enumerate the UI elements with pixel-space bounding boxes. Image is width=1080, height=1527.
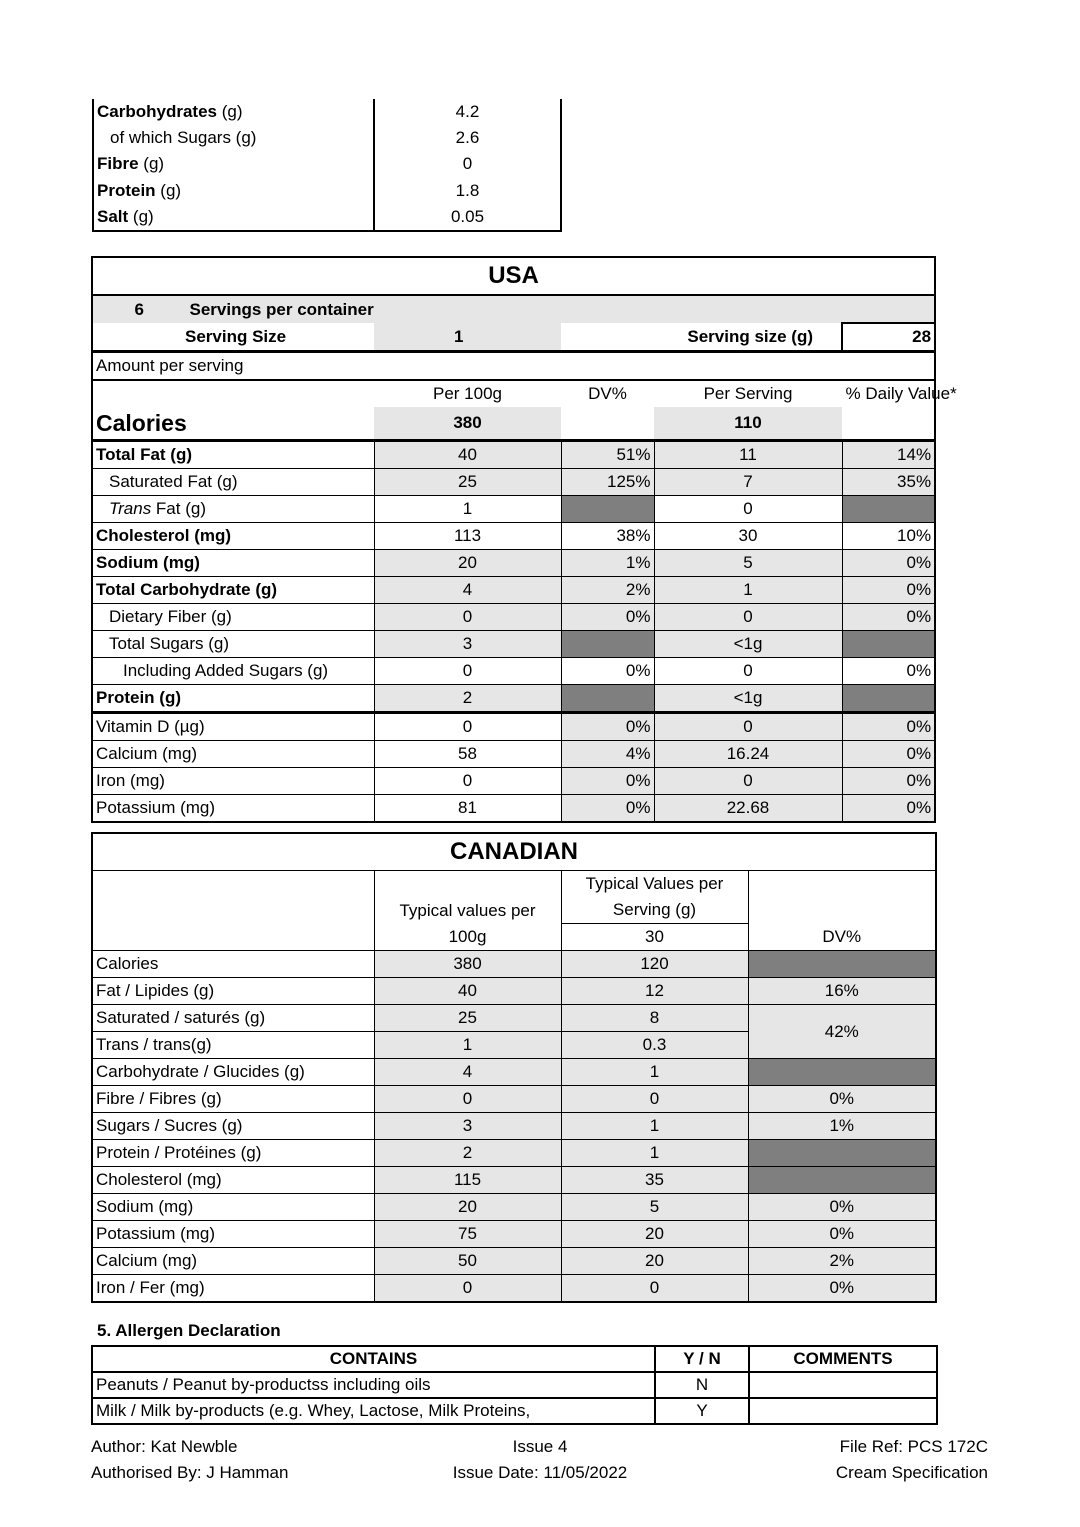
- usa-daily-value: [842, 685, 935, 713]
- top-table-label-bold: Carbohydrates: [97, 102, 217, 122]
- allergen-section-title: 5. Allergen Declaration: [97, 1321, 281, 1340]
- can-nutrient-label: Sugars / Sucres (g): [92, 1113, 374, 1140]
- can-nutrient-row: [92, 1275, 936, 1303]
- usa-per100: 1: [374, 496, 561, 523]
- usa-label-text: Total Fat (g): [96, 445, 192, 464]
- top-table-label-bold: Fibre: [97, 154, 139, 174]
- allergen-comment: [749, 1398, 937, 1424]
- top-table-label-rest: (g): [128, 206, 154, 226]
- usa-per100: 2: [374, 685, 561, 713]
- allergen-item: Peanuts / Peanut by-productss including oils: [92, 1372, 655, 1398]
- usa-nutrient-row: [92, 604, 935, 631]
- footer-spec: Cream Specification: [835, 1463, 988, 1482]
- usa-dv: 0%: [561, 768, 654, 795]
- usa-dv: 38%: [561, 523, 654, 550]
- usa-nutrient-label: [92, 604, 374, 631]
- usa-daily-value: 0%: [842, 713, 935, 741]
- usa-per100: 0: [374, 604, 561, 631]
- usa-nutrient-row: [92, 496, 935, 523]
- usa-per100: 4: [374, 577, 561, 604]
- allergen-row: [92, 1372, 937, 1398]
- can-nutrient-label: Cholesterol (mg): [92, 1167, 374, 1194]
- usa-dv: 1%: [561, 550, 654, 577]
- usa-nutrient-row: [92, 795, 935, 823]
- allergen-item: Milk / Milk by-products (e.g. Whey, Lactose, Milk Proteins,: [92, 1398, 655, 1424]
- footer-issue: Issue 4: [512, 1437, 568, 1456]
- top-table-value: 2.6: [374, 125, 561, 151]
- can-header-serv-g: 30: [561, 924, 748, 951]
- header-per100: Per 100g: [374, 380, 561, 407]
- usa-dv: 4%: [561, 741, 654, 768]
- top-table-row: [93, 99, 561, 125]
- usa-label-text: Protein (g): [96, 688, 181, 707]
- can-per100: 4: [374, 1059, 561, 1086]
- can-dv: [748, 951, 936, 978]
- can-nutrient-label: Protein / Protéines (g): [92, 1140, 374, 1167]
- can-per-serving: 12: [561, 978, 748, 1005]
- can-nutrient-row: [92, 1248, 936, 1275]
- footer-authorised: Authorised By: J Hamman: [91, 1463, 289, 1482]
- footer-file-ref: File Ref: PCS 172C: [839, 1437, 988, 1456]
- usa-per-serving: 11: [654, 441, 842, 469]
- can-nutrient-row: [92, 1113, 936, 1140]
- can-nutrient-label: Iron / Fer (mg): [92, 1275, 374, 1303]
- can-per-serving: 120: [561, 951, 748, 978]
- allergen-header-yn: Y / N: [655, 1346, 749, 1372]
- usa-per-serving: 16.24: [654, 741, 842, 768]
- can-nutrient-label: Carbohydrate / Glucides (g): [92, 1059, 374, 1086]
- can-per100: 115: [374, 1167, 561, 1194]
- usa-nutrient-label: [92, 550, 374, 577]
- can-per-serving: 20: [561, 1221, 748, 1248]
- top-table-label: [93, 125, 374, 151]
- can-nutrient-row: [92, 951, 936, 978]
- calories-per-serving: 110: [654, 407, 842, 441]
- usa-nutrient-label: [92, 658, 374, 685]
- usa-nutrient-label: [92, 469, 374, 496]
- can-per100: 40: [374, 978, 561, 1005]
- usa-nutrient-row: [92, 713, 935, 741]
- usa-daily-value: 14%: [842, 441, 935, 469]
- usa-daily-value: 10%: [842, 523, 935, 550]
- usa-nutrient-row: [92, 550, 935, 577]
- can-nutrient-label: Trans / trans(g): [92, 1032, 374, 1059]
- usa-daily-value: [842, 496, 935, 523]
- usa-per100: 58: [374, 741, 561, 768]
- top-nutrition-table: [92, 99, 562, 232]
- can-per-serving: 0.3: [561, 1032, 748, 1059]
- usa-label-text: Including Added Sugars (g): [123, 661, 329, 680]
- can-per100: 0: [374, 1275, 561, 1303]
- usa-daily-value: 0%: [842, 768, 935, 795]
- can-per100: 380: [374, 951, 561, 978]
- usa-dv: 125%: [561, 469, 654, 496]
- can-per-serving: 20: [561, 1248, 748, 1275]
- top-table-label: [93, 99, 374, 125]
- usa-title: USA: [488, 262, 539, 289]
- top-table-label-rest: (g): [216, 102, 243, 122]
- can-dv: 0%: [748, 1086, 936, 1113]
- usa-per-serving: <1g: [654, 685, 842, 713]
- amount-per-serving: Amount per serving: [92, 352, 935, 381]
- usa-daily-value: 0%: [842, 741, 935, 768]
- can-nutrient-label: Potassium (mg): [92, 1221, 374, 1248]
- can-per100: 25: [374, 1005, 561, 1032]
- canadian-nutrition-table: [91, 832, 937, 1303]
- usa-nutrient-label: [92, 631, 374, 658]
- usa-dv: [561, 685, 654, 713]
- usa-nutrient-label: [92, 741, 374, 768]
- usa-label-text: Vitamin D (µg): [96, 717, 205, 736]
- can-nutrient-label: Saturated / saturés (g): [92, 1005, 374, 1032]
- allergen-yn: Y: [655, 1398, 749, 1424]
- usa-nutrient-label: [92, 713, 374, 741]
- can-dv: [748, 1140, 936, 1167]
- usa-daily-value: 0%: [842, 658, 935, 685]
- top-table-label: [93, 178, 374, 204]
- usa-label-text: Saturated Fat (g): [109, 472, 238, 491]
- serving-size-value: 1: [374, 323, 561, 352]
- usa-per-serving: 1: [654, 577, 842, 604]
- can-per-serving: 1: [561, 1059, 748, 1086]
- top-table-row: [93, 178, 561, 204]
- can-per-serving: 0: [561, 1275, 748, 1303]
- header-dv: DV%: [561, 380, 654, 407]
- can-per-serving: 1: [561, 1140, 748, 1167]
- top-table-label: [93, 204, 374, 231]
- allergen-row: [92, 1398, 937, 1424]
- usa-nutrient-row: [92, 658, 935, 685]
- can-nutrient-label: Sodium (mg): [92, 1194, 374, 1221]
- usa-nutrient-label: [92, 441, 374, 469]
- serving-size-g-label: Serving size (g): [687, 326, 813, 346]
- top-table-label-bold: Salt: [97, 206, 129, 226]
- can-dv-merged: 42%: [748, 1005, 936, 1059]
- calories-label: Calories: [96, 410, 187, 436]
- usa-daily-value: 0%: [842, 795, 935, 823]
- usa-nutrient-row: [92, 685, 935, 713]
- serving-size-label: Serving Size: [185, 326, 287, 346]
- top-table-row: [93, 125, 561, 151]
- can-dv: 0%: [748, 1221, 936, 1248]
- usa-label-text: Fat (g): [151, 499, 206, 518]
- can-dv: 1%: [748, 1113, 936, 1140]
- serving-size-g-value: 28: [842, 323, 935, 352]
- can-nutrient-row: [92, 1086, 936, 1113]
- top-table-label-rest: (g): [138, 154, 165, 174]
- can-per-serving: 35: [561, 1167, 748, 1194]
- usa-per-serving: 5: [654, 550, 842, 577]
- can-nutrient-label: Calcium (mg): [92, 1248, 374, 1275]
- usa-label-text: Iron (mg): [96, 771, 165, 790]
- usa-label-text: Total Sugars (g): [109, 634, 229, 653]
- usa-label-text: Sodium (mg): [96, 553, 200, 572]
- can-header-serv-b: Serving (g): [561, 897, 748, 924]
- usa-per-serving: <1g: [654, 631, 842, 658]
- usa-per-serving: 0: [654, 713, 842, 741]
- usa-dv: 0%: [561, 604, 654, 631]
- usa-per100: 81: [374, 795, 561, 823]
- usa-per-serving: 30: [654, 523, 842, 550]
- allergen-header-comments: COMMENTS: [749, 1346, 937, 1372]
- usa-dv: 0%: [561, 795, 654, 823]
- usa-per-serving: 0: [654, 658, 842, 685]
- usa-per100: 0: [374, 713, 561, 741]
- usa-nutrition-table: [91, 256, 957, 823]
- can-nutrient-row: [92, 1194, 936, 1221]
- can-dv: [748, 1167, 936, 1194]
- usa-per-serving: 0: [654, 604, 842, 631]
- usa-per100: 113: [374, 523, 561, 550]
- header-per-serving: Per Serving: [654, 380, 842, 407]
- usa-nutrient-row: [92, 469, 935, 496]
- usa-nutrient-row: [92, 631, 935, 658]
- usa-dv: 0%: [561, 658, 654, 685]
- can-nutrient-label: Calories: [92, 951, 374, 978]
- usa-label-italic: Trans: [109, 499, 152, 518]
- header-daily-value: % Daily Value*: [842, 380, 935, 407]
- usa-dv: 0%: [561, 713, 654, 741]
- servings-blank: [561, 295, 935, 323]
- usa-nutrient-label: [92, 795, 374, 823]
- canadian-title: CANADIAN: [92, 833, 936, 871]
- usa-nutrient-row: [92, 741, 935, 768]
- allergen-table: [91, 1345, 938, 1425]
- can-nutrient-row: [92, 978, 936, 1005]
- allergen-comment: [749, 1372, 937, 1398]
- can-nutrient-row: [92, 1167, 936, 1194]
- usa-nutrient-row: [92, 768, 935, 795]
- top-table-value: 4.2: [374, 99, 561, 125]
- usa-dv: [561, 496, 654, 523]
- usa-per100: 20: [374, 550, 561, 577]
- footer-author: Author: Kat Newble: [91, 1437, 238, 1456]
- can-nutrient-row: [92, 1005, 936, 1032]
- can-per100: 2: [374, 1140, 561, 1167]
- usa-label-text: Cholesterol (mg): [96, 526, 232, 545]
- calories-per100: 380: [374, 407, 561, 441]
- usa-per-serving: 7: [654, 469, 842, 496]
- allergen-yn: N: [655, 1372, 749, 1398]
- can-dv: 16%: [748, 978, 936, 1005]
- servings-count: 6: [92, 295, 186, 323]
- usa-per-serving: 0: [654, 496, 842, 523]
- usa-nutrient-label: [92, 496, 374, 523]
- can-per100: 50: [374, 1248, 561, 1275]
- can-per100: 75: [374, 1221, 561, 1248]
- can-header-serv-a: Typical Values per: [561, 871, 748, 898]
- can-per-serving: 1: [561, 1113, 748, 1140]
- can-per100: 1: [374, 1032, 561, 1059]
- usa-nutrient-label: [92, 523, 374, 550]
- usa-nutrient-label: [92, 768, 374, 795]
- usa-daily-value: 35%: [842, 469, 935, 496]
- top-table-value: 1.8: [374, 178, 561, 204]
- top-table-label-bold: Protein: [97, 180, 156, 200]
- can-per100: 20: [374, 1194, 561, 1221]
- can-dv: 0%: [748, 1194, 936, 1221]
- can-nutrient-row: [92, 1140, 936, 1167]
- usa-nutrient-label: [92, 577, 374, 604]
- can-per100: 3: [374, 1113, 561, 1140]
- top-table-label-rest: (g): [155, 180, 182, 200]
- usa-nutrient-label: [92, 685, 374, 713]
- top-table-row: [93, 204, 561, 231]
- can-per-serving: 0: [561, 1086, 748, 1113]
- usa-daily-value: 0%: [842, 550, 935, 577]
- usa-nutrient-row: [92, 441, 935, 469]
- footer-issue-date: Issue Date: 11/05/2022: [452, 1463, 628, 1482]
- usa-per-serving: 0: [654, 768, 842, 795]
- usa-nutrient-row: [92, 577, 935, 604]
- can-nutrient-label: Fat / Lipides (g): [92, 978, 374, 1005]
- servings-label: Servings per container: [186, 295, 561, 323]
- usa-label-text: Total Carbohydrate (g): [96, 580, 278, 599]
- can-dv: 0%: [748, 1275, 936, 1303]
- can-nutrient-row: [92, 1221, 936, 1248]
- can-per-serving: 8: [561, 1005, 748, 1032]
- usa-per-serving: 22.68: [654, 795, 842, 823]
- usa-per100: 3: [374, 631, 561, 658]
- can-header-per100-b: 100g: [374, 924, 561, 951]
- top-table-row: [93, 151, 561, 177]
- usa-per100: 0: [374, 768, 561, 795]
- can-per100: 0: [374, 1086, 561, 1113]
- can-nutrient-label: Fibre / Fibres (g): [92, 1086, 374, 1113]
- can-dv: [748, 1059, 936, 1086]
- usa-per100: 40: [374, 441, 561, 469]
- top-table-value: 0.05: [374, 204, 561, 231]
- can-nutrient-row: [92, 1059, 936, 1086]
- usa-daily-value: [842, 631, 935, 658]
- usa-nutrient-row: [92, 523, 935, 550]
- usa-per100: 25: [374, 469, 561, 496]
- usa-dv: 51%: [561, 441, 654, 469]
- usa-dv: [561, 631, 654, 658]
- usa-daily-value: 0%: [842, 577, 935, 604]
- can-per-serving: 5: [561, 1194, 748, 1221]
- usa-daily-value: 0%: [842, 604, 935, 631]
- usa-dv: 2%: [561, 577, 654, 604]
- top-table-label-rest: of which Sugars (g): [110, 128, 257, 148]
- top-table-value: 0: [374, 151, 561, 177]
- usa-label-text: Potassium (mg): [96, 798, 216, 817]
- usa-per100: 0: [374, 658, 561, 685]
- can-header-per100-a: Typical values per: [374, 871, 561, 924]
- top-table-label: [93, 151, 374, 177]
- usa-label-text: Calcium (mg): [96, 744, 198, 763]
- allergen-header-contains: CONTAINS: [92, 1346, 655, 1372]
- can-dv: 2%: [748, 1248, 936, 1275]
- usa-label-text: Dietary Fiber (g): [109, 607, 232, 626]
- can-header-dv: DV%: [748, 871, 936, 951]
